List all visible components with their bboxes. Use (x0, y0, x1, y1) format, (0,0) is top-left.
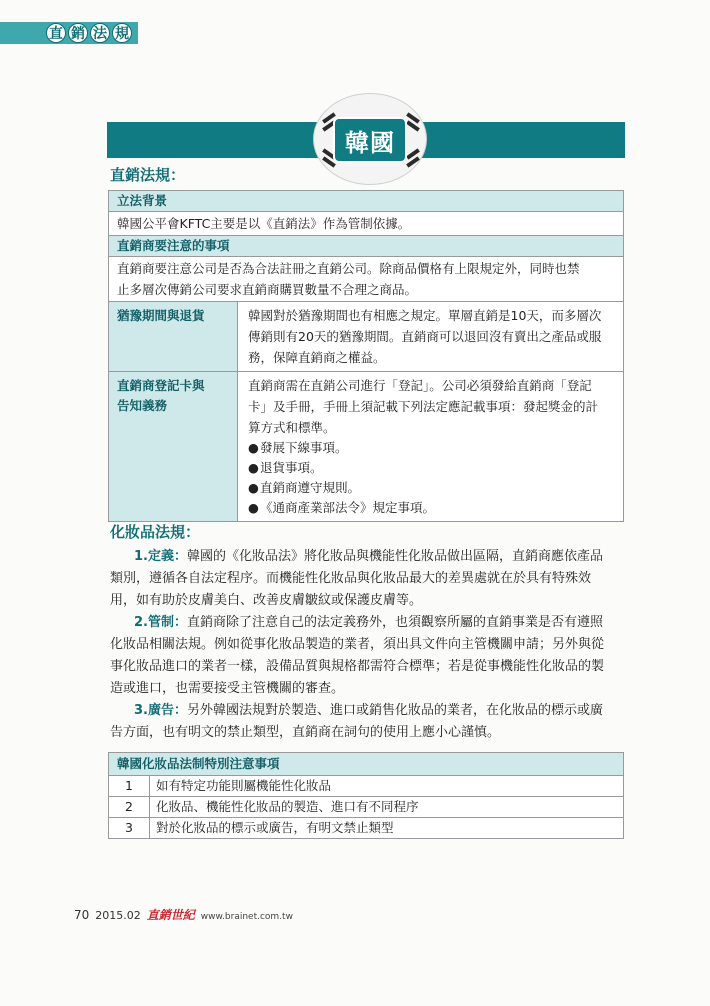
bullet-text: 直銷商遵守規則。 (260, 480, 361, 495)
cooling-line: 韓國對於猶豫期間也有相應之規定。單層直銷是10天，而多層次 (248, 308, 602, 323)
registration-line: 卡」及手冊，手冊上須記載下列法定應記載事項：發起獎金的計 (248, 399, 599, 414)
country-title: 韓國 (333, 117, 407, 163)
issue-date: 2015.02 (95, 909, 141, 922)
cosmetics-paragraph-regulation (110, 612, 624, 700)
paragraph-term: 1.定義： (134, 549, 187, 564)
cosmetics-table-header: 韓國化妝品法制特別注意事項 (109, 753, 623, 776)
bullet-icon: ● (248, 500, 259, 515)
section-header (46, 22, 132, 44)
page-footer (74, 906, 293, 923)
notes-line: 止多層次傳銷公司要求直銷商購買數量不合理之商品。 (117, 282, 418, 297)
cosmetics-paragraph-advertising (110, 700, 624, 744)
table-row (109, 797, 623, 818)
paragraph-line: 事化妝品進口的業者一樣，設備品質與規格都需符合標準；若是從事機能性化妝品的製 (110, 659, 605, 674)
cosmetics-table (108, 752, 624, 839)
row-number: 2 (109, 797, 150, 817)
paragraph-term: 3.廣告： (134, 703, 187, 718)
list-item (248, 478, 613, 498)
paragraph-line: 類別，遵循各自法定程序。而機能性化妝品與化妝品最大的差異處就在於具有特殊效 (110, 571, 592, 586)
registration-line: 算方式和標準。 (248, 420, 336, 435)
list-item (248, 438, 613, 458)
row-number: 3 (109, 818, 150, 838)
background-label: 立法背景 (109, 191, 623, 212)
cooling-row (109, 302, 623, 372)
page-number: 70 (74, 908, 90, 922)
list-item (248, 498, 613, 518)
background-text: 韓國公平會KFTC主要是以《直銷法》作為管制依據。 (109, 212, 623, 236)
paragraph-line: 化妝品相關法規。例如從事化妝品製造的業者，須出具文件向主管機關申請；另外與從 (110, 637, 605, 652)
cooling-text (238, 302, 623, 371)
registration-label (109, 372, 238, 521)
notes-line: 直銷商要注意公司是否為合法註冊之直銷公司。除商品價格有上限規定外，同時也禁 (117, 261, 580, 276)
paragraph-line: 用，如有助於皮膚美白、改善皮膚皺紋或保護皮膚等。 (110, 593, 423, 608)
brand-logo: 直銷世紀 (146, 908, 195, 922)
website-url: www.brainet.com.tw (200, 912, 293, 922)
table-row (109, 776, 623, 797)
bullet-icon: ● (248, 460, 259, 475)
list-item (248, 458, 613, 478)
notes-label: 直銷商要注意的事項 (109, 236, 623, 257)
registration-label-line: 直銷商登記卡與 (117, 378, 205, 393)
row-text: 對於化妝品的標示或廣告，有明文禁止類型 (156, 820, 394, 835)
direct-sales-title: 直銷法規： (110, 166, 186, 184)
paragraph-line: 直銷商除了注意自己的法定義務外，也須觀察所屬的直銷事業是否有遵照 (186, 615, 603, 630)
row-number: 1 (109, 776, 150, 796)
table-row (109, 818, 623, 838)
registration-line: 直銷商需在直銷公司進行「登記」。公司必須發給直銷商「登記 (248, 378, 592, 393)
cooling-label: 猶豫期間與退貨 (109, 302, 238, 371)
registration-label-line: 告知義務 (117, 398, 168, 413)
paragraph-line: 韓國的《化妝品法》將化妝品與機能性化妝品做出區隔，直銷商應依產品 (186, 549, 603, 564)
header-char: 直 (46, 23, 66, 43)
cooling-line: 傳銷則有20天的猶豫期間。直銷商可以退回沒有賣出之產品或服 (248, 329, 602, 344)
direct-sales-table (108, 190, 624, 522)
paragraph-line: 告方面，也有明文的禁止類型，直銷商在詞句的使用上應小心謹慎。 (110, 725, 501, 740)
bullet-text: 發展下線事項。 (260, 440, 348, 455)
paragraph-term: 2.管制： (134, 615, 187, 630)
bullet-text: 《通商產業部法令》規定事項。 (260, 500, 436, 515)
cosmetics-paragraph-definition (110, 546, 624, 612)
header-char: 規 (112, 23, 132, 43)
cooling-line: 務，保障直銷商之權益。 (248, 350, 386, 365)
bullet-text: 退貨事項。 (260, 460, 323, 475)
row-text: 如有特定功能則屬機能性化妝品 (156, 778, 332, 793)
bullet-icon: ● (248, 440, 259, 455)
registration-text (238, 372, 623, 521)
cosmetics-title: 化妝品法規： (110, 523, 201, 541)
notes-text (109, 257, 623, 302)
paragraph-line: 另外韓國法規對於製造、進口或銷售化妝品的業者，在化妝品的標示或廣 (186, 703, 603, 718)
header-char: 銷 (68, 23, 88, 43)
header-char: 法 (90, 23, 110, 43)
bullet-icon: ● (248, 480, 259, 495)
row-text: 化妝品、機能性化妝品的製造、進口有不同程序 (156, 799, 419, 814)
registration-row (109, 372, 623, 521)
paragraph-line: 造或進口，也需要接受主管機關的審查。 (110, 681, 345, 696)
